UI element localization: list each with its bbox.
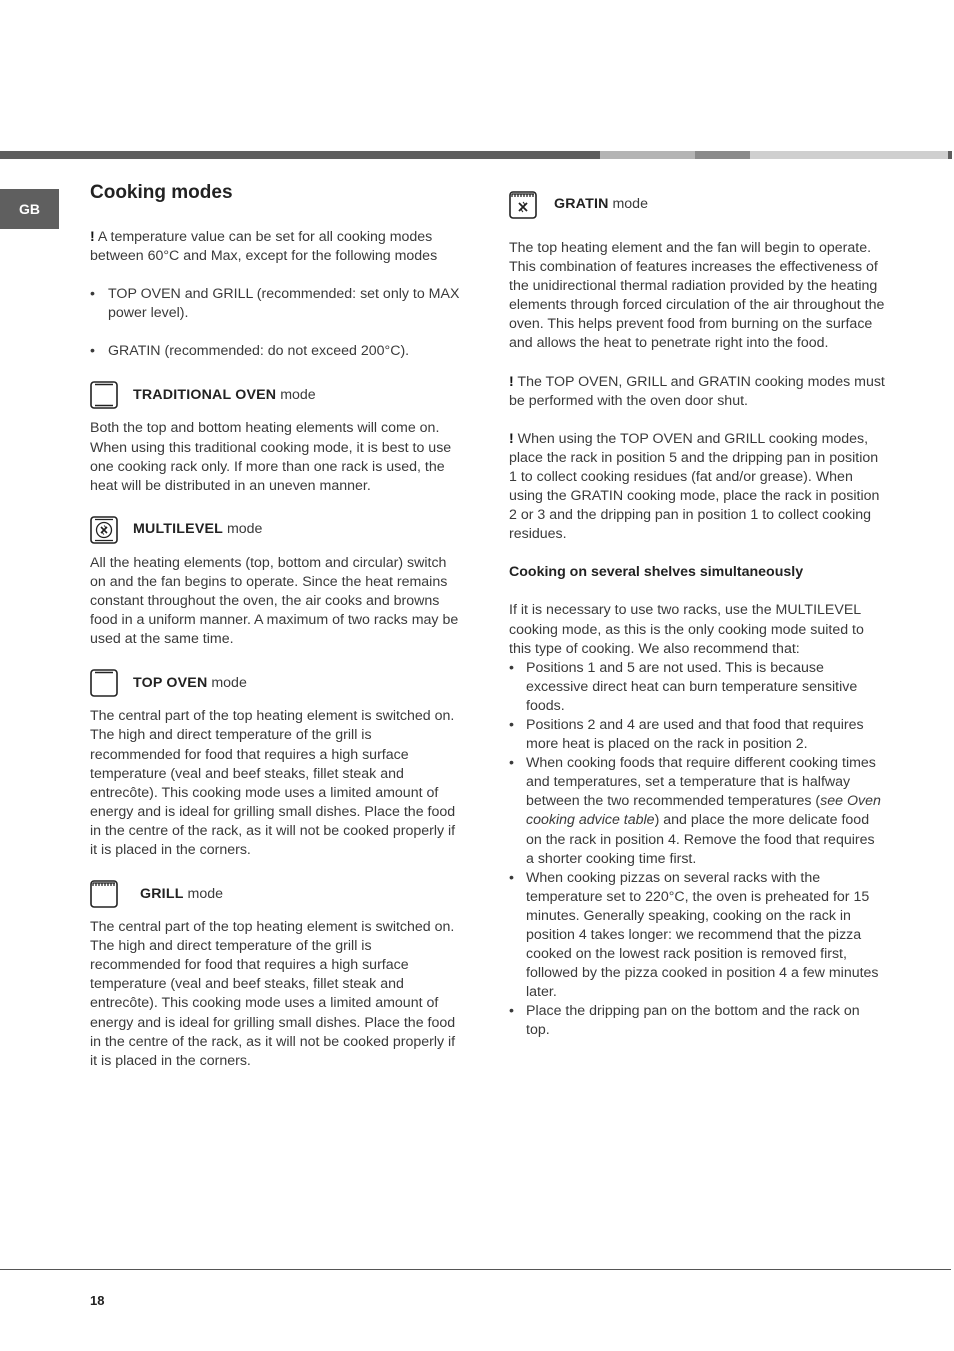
tip3-before: When cooking foods that require different cooking times and temperatures, set a temperature that is halfway between the two recommended temperatures ( [526,755,876,810]
temperature-note-line2: between 60°C and Max, except for the following modes [90,248,438,265]
exceptions-list [90,285,462,323]
mode-name: GRILL [140,885,184,902]
header-bar-end [948,151,952,159]
mode-description: All the heating elements (top, bottom and circular) switch on and the fan begins to operate. Since the heat remains constant throughout the oven, the air cooks and browns food in a uniform manner. A maximum of two racks may be used at the same time. [90,554,459,648]
header-bar-pale [750,151,948,159]
shelves-tips-list [509,659,885,1041]
mode-suffix: mode [207,674,247,691]
grill-icon [90,880,118,908]
mode-suffix: mode [276,386,316,403]
traditional-oven-icon [90,381,118,409]
top-oven-icon [90,669,118,697]
page-title: Cooking modes [90,182,233,203]
mode-suffix: mode [183,885,223,902]
mode-grill [90,877,462,911]
door-shut-note-text: The TOP OVEN, GRILL and GRATIN cooking modes must be performed with the oven door shut. [509,373,885,409]
mode-description: Both the top and bottom heating elements will come on. When using this traditional cooking mode, it is best to use one cooking rack only. If more than one rack is used, the heat will be distributed in an uneven manner. [90,420,452,494]
tip-item: • Positions 1 and 5 are not used. This is because excessive direct heat can burn temperature sensitive foods. [509,659,885,716]
header-bar-light [600,151,695,159]
mode-name: TOP OVEN [133,674,208,691]
tip-item: • When cooking pizzas on several racks with the temperature set to 220°C, the oven is preheated for 15 minutes. Generally speaking, cooking on the rack in position 4 takes longer: we recommend that the pizza cooked on the lowest rack position is removed first, followed by the pizza cooked in position 4 a few minutes later. [509,869,885,1003]
mode-description: The central part of the top heating element is switched on. The high and direct temperature of the grill is recommended for food that requires a high surface temperature (veal and beef steaks, fillet steak and entrecôte). This cooking mode uses a limited amount of energy and is ideal for grilling small dishes. Place the food in the centre of the rack, as it will not be cooked properly if it is placed in the corners. [90,919,456,1069]
rack-position-note-text: When using the TOP OVEN and GRILL cooking modes, place the rack in position 5 and the dripping pan in position 1 to collect cooking residues (fat and/or grease). When using the GRATIN cooking mode, place the rack in position 2 or 3 and the dripping pan in position 1 to collect cooking residues. [509,430,880,543]
header-bar-dark [0,151,600,159]
mode-suffix: mode [223,521,263,538]
mode-multilevel [90,513,462,547]
exceptions-list-2 [90,342,462,361]
rack-position-note [509,430,885,545]
gratin-description: The top heating element and the fan will begin to operate. This combination of features increases the effectiveness of the unidirectional thermal radiation provided by the heating elements through forced circulation of the air throughout the oven. This helps prevent food from burning on the surface and allows the heat to penetrate right into the food. [509,240,885,352]
footer-rule [0,1269,951,1270]
tip-item: • Positions 2 and 4 are used and that food that requires more heat is placed on the rack in position 2. [509,716,885,754]
header-bar-mid [695,151,750,159]
mode-suffix: mode [608,196,648,213]
mode-name: MULTILEVEL [133,521,224,538]
language-tab: GB [0,189,59,229]
multilevel-fan-icon [90,516,118,544]
left-column [90,180,462,1071]
shelves-heading: Cooking on several shelves simultaneously [509,564,804,581]
temperature-note-line1: A temperature value can be set for all cooking modes [94,229,433,245]
right-column [509,188,885,1041]
mode-name: TRADITIONAL OVEN [133,386,277,403]
warning-mark: ! [509,373,514,390]
mode-description: The central part of the top heating element is switched on. The high and direct temperature of the grill is recommended for food that requires a high surface temperature (veal and beef steaks, fillet steak and entrecôte). This cooking mode uses a limited amount of energy and is ideal for grilling small dishes. Place the food in the centre of the rack, as it will not be cooked properly if it is placed in the corners. [90,708,456,858]
mode-gratin [509,188,885,222]
exception-item: • GRATIN (recommended: do not exceed 200°C). [90,342,462,361]
door-shut-note [509,373,885,411]
exception-item: • TOP OVEN and GRILL (recommended: set only to MAX power level). [90,285,462,323]
gratin-icon [509,191,537,219]
tip-item: • Place the dripping pan on the bottom and the rack on top. [509,1002,885,1040]
mode-top-oven [90,666,462,700]
warning-mark: ! [509,430,514,447]
mode-name: GRATIN [554,196,609,213]
shelves-intro: If it is necessary to use two racks, use the MULTILEVEL cooking mode, as this is the only cooking mode suited to this type of cooking. We also recommend that: [509,602,864,657]
page-number: 18 [90,1293,105,1308]
mode-traditional-oven [90,378,462,412]
advice-table-reference: see Oven cooking advice table [526,793,881,829]
temperature-note [90,228,462,266]
warning-mark: ! [90,229,95,245]
tip3-after: ) and place the more delicate food on the rack in position 4. Remove the food that requires a shorter cooking time first. [526,812,875,867]
tip-item [509,754,885,869]
